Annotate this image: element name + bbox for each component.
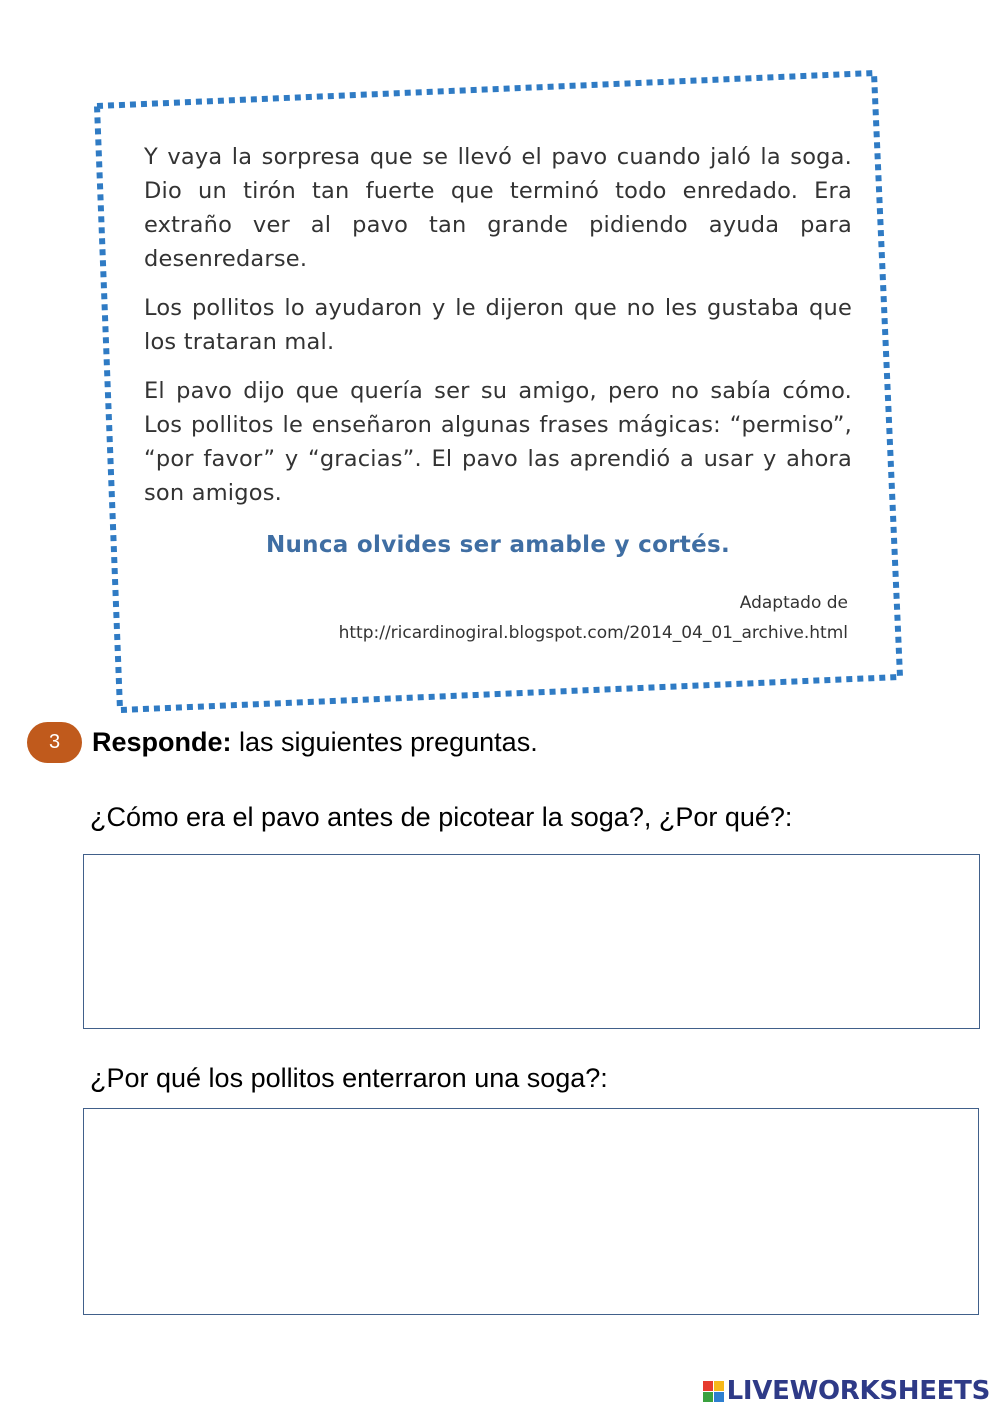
- logo-tile-i: [714, 1381, 724, 1391]
- instruction-text: las siguientes preguntas.: [231, 727, 538, 757]
- story-moral: Nunca olvides ser amable y cortés.: [265, 532, 731, 558]
- logo-tile-l: [703, 1381, 713, 1391]
- story-paragraph-1: Y vaya la sorpresa que se llevó el pavo cuando jaló la soga. Dio un tirón tan fuerte que terminó todo enredado. Era extraño ver al pavo tan grande pidiendo ayuda para desenredarse.: [144, 144, 852, 272]
- source-label: Adaptado de: [739, 593, 848, 613]
- question-1: ¿Cómo era el pavo antes de picotear la soga?, ¿Por qué?:: [90, 802, 793, 832]
- activity-number-badge: 3: [27, 722, 82, 763]
- source-url: http://ricardinogiral.blogspot.com/2014_04_01_archive.html: [338, 623, 848, 643]
- liveworksheets-brand: [703, 1376, 990, 1406]
- logo-tile-e: [714, 1392, 724, 1402]
- activity-instruction: [92, 727, 538, 758]
- liveworksheets-logo-icon: [703, 1381, 724, 1402]
- story-text: [144, 140, 852, 525]
- question-2: ¿Por qué los pollitos enterraron una soga?:: [90, 1063, 608, 1093]
- story-paragraph-3: El pavo dijo que quería ser su amigo, pero no sabía cómo. Los pollitos le enseñaron algunas frases mágicas: “permiso”, “por favor” y “gracias”. El pavo las aprendió a usar y ahora son amigos.: [144, 378, 852, 506]
- answer-box-2[interactable]: [83, 1108, 979, 1315]
- story-paragraph-2: Los pollitos lo ayudaron y le dijeron que no les gustaba que los trataran mal.: [144, 295, 852, 355]
- instruction-bold: Responde:: [92, 727, 232, 757]
- story-source: [339, 588, 848, 648]
- logo-tile-v: [703, 1392, 713, 1402]
- brand-name: LIVEWORKSHEETS: [726, 1376, 990, 1406]
- answer-box-1[interactable]: [83, 854, 980, 1029]
